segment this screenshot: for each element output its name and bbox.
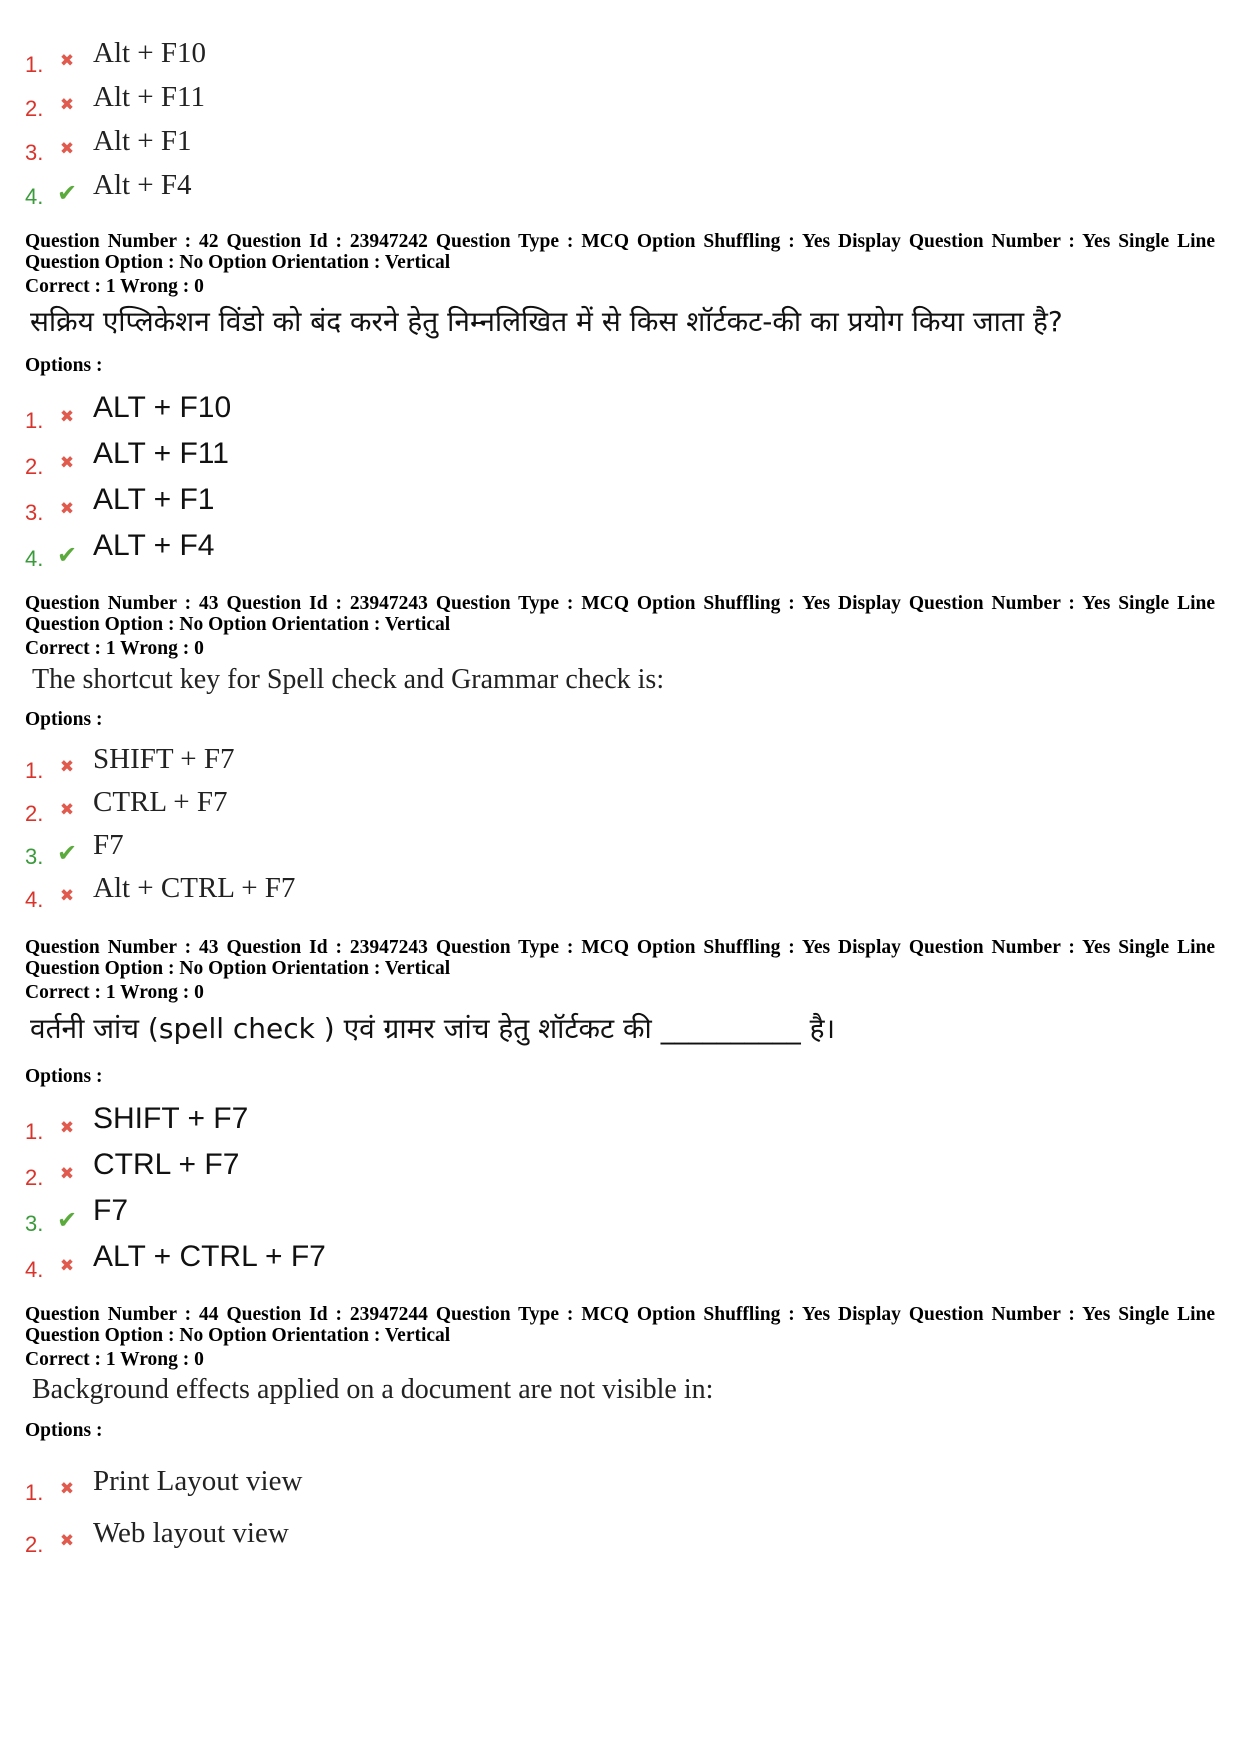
option-number: 1. [25,758,44,783]
option-number: 4. [25,887,44,912]
question-text: The shortcut key for Spell check and Grammar check is: [32,664,665,695]
option-number: 2. [25,801,44,826]
option-item [25,1137,326,1190]
option-text: SHIFT + F7 [93,743,235,775]
options-label: Options : [25,355,103,376]
option-text: F7 [93,829,124,861]
option-number: 4. [25,184,44,209]
cross-icon: ✖ [59,1118,75,1138]
cross-icon: ✖ [59,1479,75,1499]
cross-icon: ✖ [59,757,75,777]
cross-icon: ✖ [59,1164,75,1184]
options-label: Options : [25,1066,103,1087]
option-text: Alt + F4 [93,169,192,201]
option-text: CTRL + F7 [93,1148,240,1181]
options-list [25,733,296,912]
option-item [25,518,231,571]
options-label: Options : [25,709,103,730]
question-meta: Question Number : 43 Question Id : 23947243 Question Type : MCQ Option Shuffling : Yes Display Question Number : Yes Single Line Question Option : No Option Orientation : Vertical [25,937,1215,979]
option-number: 4. [25,1257,44,1282]
option-item [25,1229,326,1282]
question-text: सक्रिय एप्लिकेशन विंडो को बंद करने हेतु निम्नलिखित में से किस शॉर्टकट-की का प्रयोग किया जाता है? [30,305,1063,338]
option-number: 3. [25,844,44,869]
cross-icon: ✖ [59,51,75,71]
options-list [25,380,232,571]
option-number: 1. [25,1480,44,1505]
correct-wrong: Correct : 1 Wrong : 0 [25,638,204,659]
option-item [25,1183,326,1236]
option-text: Web layout view [93,1517,289,1549]
check-icon: ✔ [56,541,78,569]
option-text: CTRL + F7 [93,786,228,818]
option-number: 2. [25,1165,44,1190]
option-text: ALT + CTRL + F7 [93,1240,326,1273]
option-number: 1. [25,52,44,77]
option-item [25,380,232,433]
option-text: ALT + F4 [93,529,215,562]
option-item [25,776,295,826]
option-item [25,819,295,869]
option-item [25,1498,302,1557]
option-text: Print Layout view [93,1465,303,1497]
question-text: Background effects applied on a document are not visible in: [32,1374,714,1405]
options-label: Options : [25,1420,103,1441]
check-icon: ✔ [56,839,78,867]
option-text: F7 [93,1194,129,1227]
cross-icon: ✖ [59,886,75,906]
cross-icon: ✖ [59,95,75,115]
option-item [25,1446,303,1505]
option-number: 1. [25,1119,44,1144]
correct-wrong: Correct : 1 Wrong : 0 [25,1349,204,1370]
option-number: 3. [25,500,44,525]
option-item [25,158,206,209]
cross-icon: ✖ [59,800,75,820]
cross-icon: ✖ [59,407,75,427]
option-text: Alt + F10 [93,37,207,69]
cross-icon: ✖ [59,499,75,519]
option-item [25,426,231,479]
option-item [25,26,207,77]
option-number: 2. [25,1532,44,1557]
question-text: वर्तनी जांच (spell check ) एवं ग्रामर जांच हेतु शॉर्टकट की __________ है। [30,1012,836,1045]
option-text: Alt + F1 [93,125,192,157]
correct-wrong: Correct : 1 Wrong : 0 [25,982,204,1003]
option-text: ALT + F11 [93,437,229,470]
option-number: 2. [25,96,44,121]
check-icon: ✔ [56,1206,78,1234]
option-text: Alt + F11 [93,81,205,113]
option-item [25,70,206,121]
correct-wrong: Correct : 1 Wrong : 0 [25,276,204,297]
cross-icon: ✖ [59,139,75,159]
option-number: 3. [25,1211,44,1236]
option-text: SHIFT + F7 [93,1102,249,1135]
cross-icon: ✖ [59,1256,75,1276]
option-item [25,114,206,165]
options-list-prev [25,26,207,209]
option-item [25,862,296,912]
option-item [25,733,295,783]
option-item [25,472,231,525]
option-number: 3. [25,140,44,165]
option-text: ALT + F10 [93,391,232,424]
option-number: 4. [25,546,44,571]
options-list [25,1091,326,1282]
question-meta: Question Number : 42 Question Id : 23947242 Question Type : MCQ Option Shuffling : Yes Display Question Number : Yes Single Line Question Option : No Option Orientation : Vertical [25,231,1215,273]
question-meta: Question Number : 43 Question Id : 23947243 Question Type : MCQ Option Shuffling : Yes Display Question Number : Yes Single Line Question Option : No Option Orientation : Vertical [25,593,1215,635]
question-meta: Question Number : 44 Question Id : 23947244 Question Type : MCQ Option Shuffling : Yes Display Question Number : Yes Single Line Question Option : No Option Orientation : Vertical [25,1304,1215,1346]
options-list [25,1446,303,1557]
option-text: Alt + CTRL + F7 [93,872,296,904]
option-text: ALT + F1 [93,483,215,516]
option-number: 1. [25,408,44,433]
option-item [25,1091,326,1144]
option-number: 2. [25,454,44,479]
cross-icon: ✖ [59,1531,75,1551]
cross-icon: ✖ [59,453,75,473]
check-icon: ✔ [56,179,78,207]
